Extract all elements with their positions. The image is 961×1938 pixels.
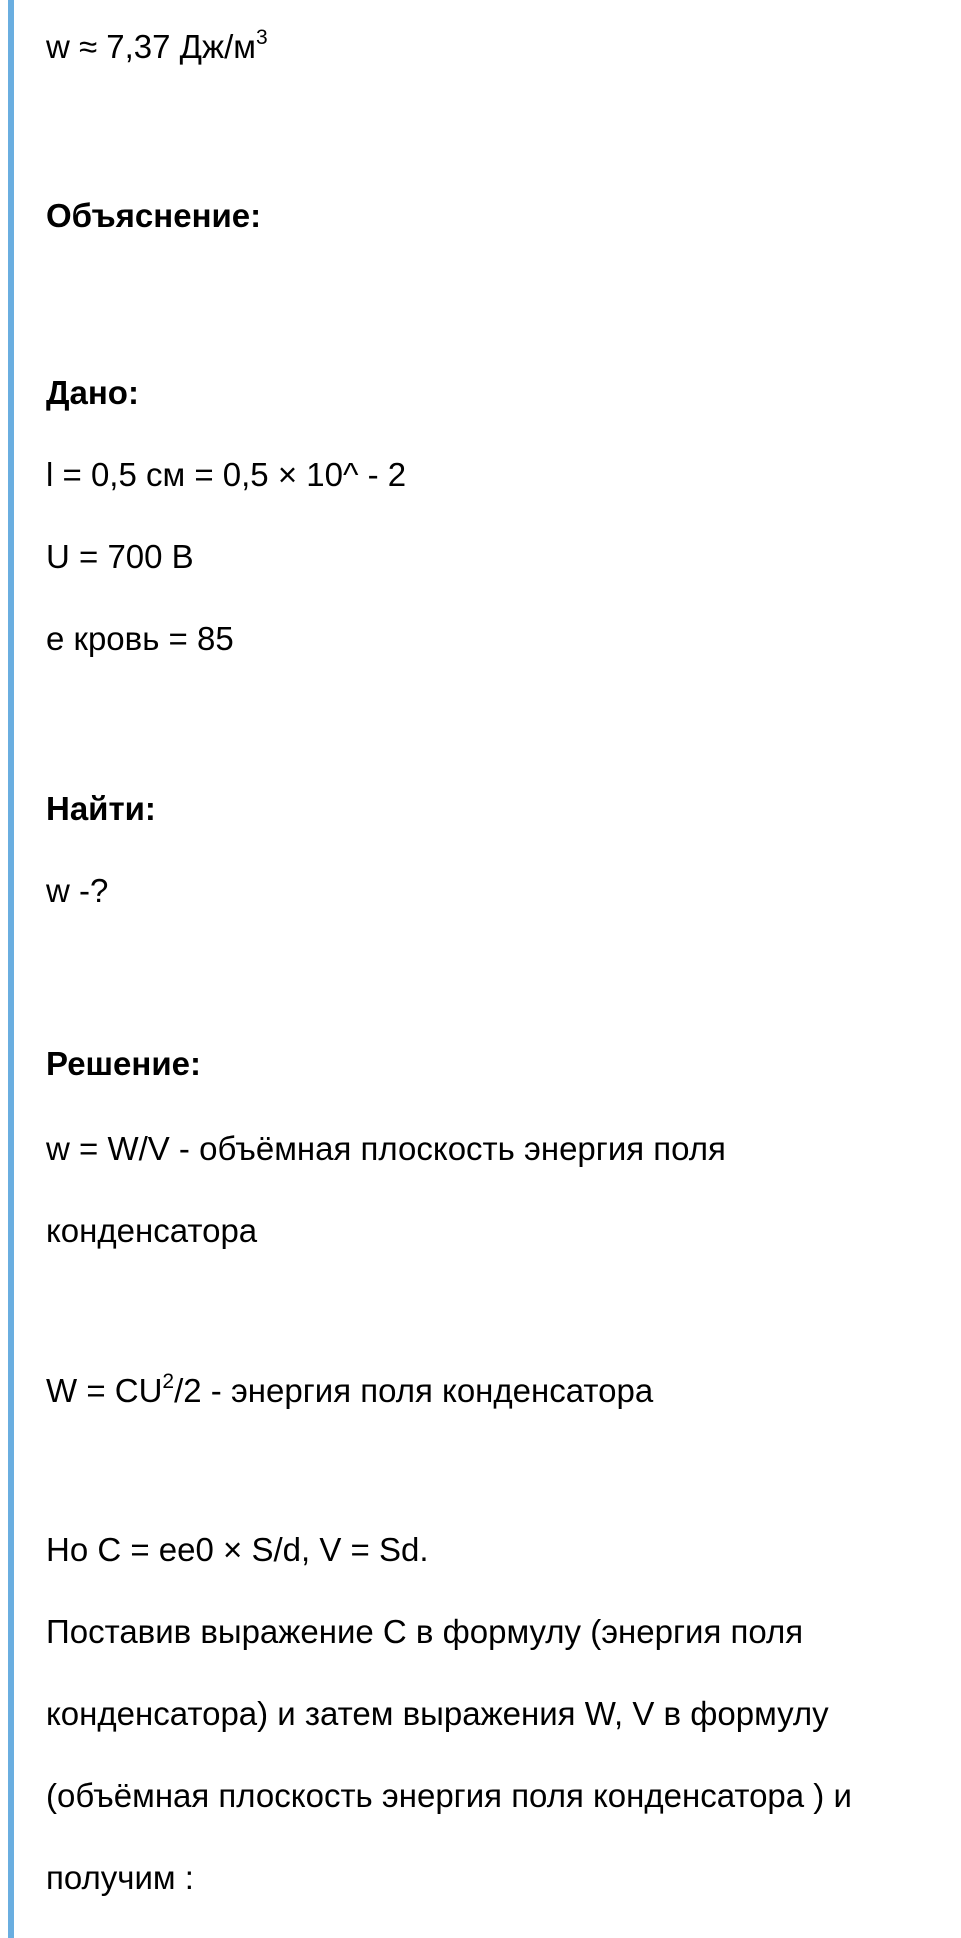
solution-line: (объёмная плоскость энергия поля конденсатора ) и bbox=[46, 1777, 852, 1814]
given-line-permittivity: e кровь = 85 bbox=[46, 620, 234, 657]
find-line: w -? bbox=[46, 872, 109, 909]
solution-line-energy-formula: $W = CU^2/2$ - энергия поля конденсатора bbox=[46, 1370, 654, 1409]
heading-find: Найти: bbox=[46, 790, 156, 827]
heading-solution: Решение: bbox=[46, 1045, 201, 1082]
heading-explanation: Объяснение: bbox=[46, 197, 262, 234]
solution-line: получим : bbox=[46, 1859, 194, 1896]
answer-result-line: w ≈ 7,37 $Дж/м^3$ bbox=[46, 26, 268, 65]
given-line-length: l = 0,5 см = 0,5 × 10^ - 2 bbox=[46, 456, 407, 493]
heading-given: Дано: bbox=[46, 374, 139, 411]
solution-line: Но С = ee0 × S/d, V = Sd. bbox=[46, 1531, 429, 1568]
solution-line: Поставив выражение С в формулу (энергия поля bbox=[46, 1613, 804, 1650]
superscript-exponent: 3 bbox=[255, 26, 268, 49]
solution-line: w = W/V - объёмная плоскость энергия поля bbox=[46, 1130, 726, 1167]
given-line-voltage: U = 700 В bbox=[46, 538, 194, 575]
solution-line: конденсатора) и затем выражения W, V в формулу bbox=[46, 1695, 829, 1732]
solution-line: конденсатора bbox=[46, 1212, 258, 1249]
superscript-exponent: 2 bbox=[162, 1370, 175, 1393]
